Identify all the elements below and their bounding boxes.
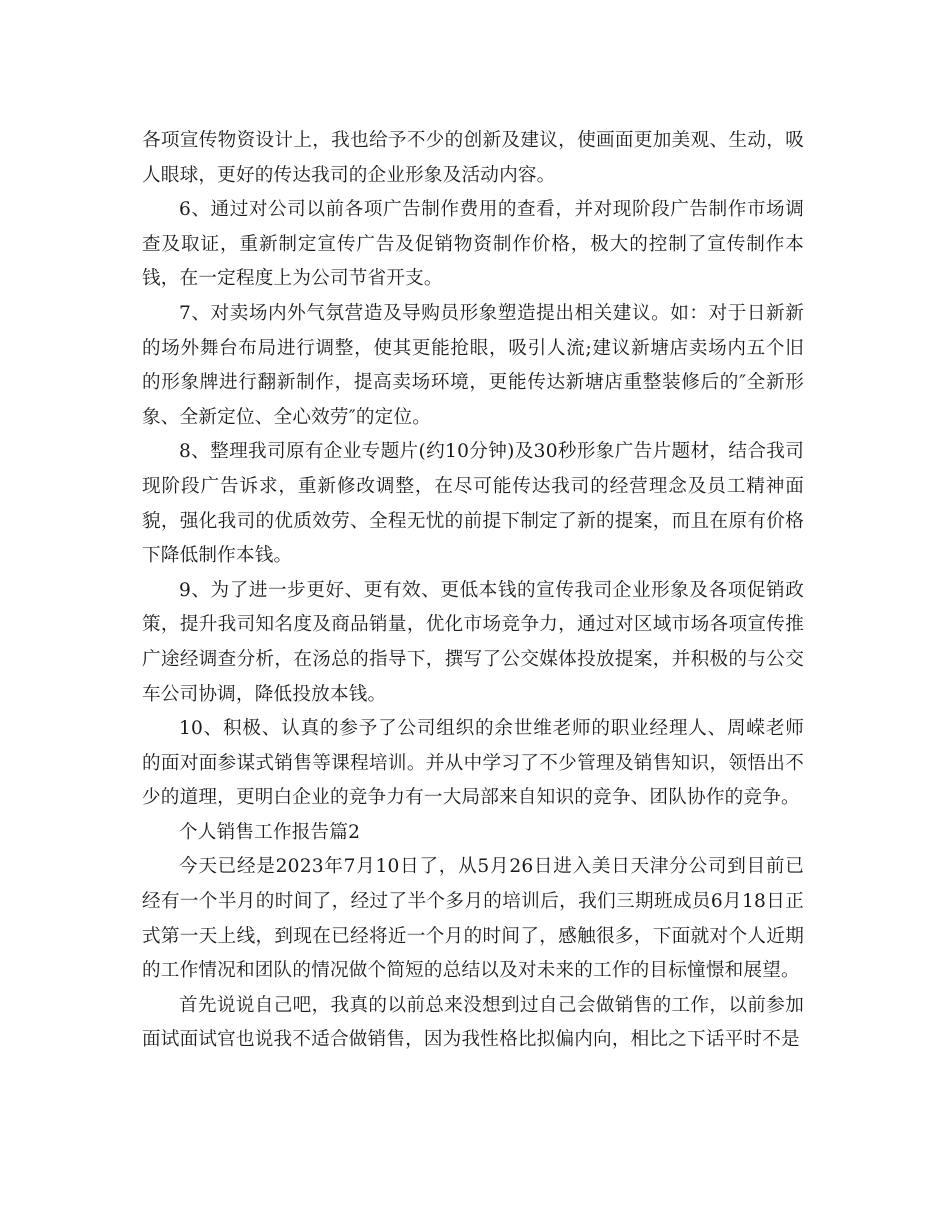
paragraph-item-10: 10、积极、认真的参予了公司组织的余世维老师的职业经理人、周嵘老师的面对面参谋式销售等课程培训。并从中学习了不少管理及销售知识，领悟出不少的道理，更明白企业的竞争力有一大局部来自知识的竞争、团队协作的竞争。 [142,718,804,809]
document-body [142,124,804,1058]
paragraph-continued: 各项宣传物资设计上，我也给予不少的创新及建议，使画面更加美观、生动，吸人眼球，更好的传达我司的企业形象及活动内容。 [142,130,804,186]
paragraph-item-9: 9、为了进一步更好、更有效、更低本钱的宣传我司企业形象及各项促销政策，提升我司知名度及商品销量，优化市场竞争力，通过对区域市场各项宣传推广途经调查分析，在汤总的指导下，撰写了公交媒体投放提案，并积极的与公交车公司协调，降低投放本钱。 [142,579,804,705]
section-heading: 个人销售工作报告篇2 [179,821,361,843]
paragraph-item-8: 8、整理我司原有企业专题片(约10分钟)及30秒形象广告片题材，结合我司现阶段广告诉求，重新修改调整，在尽可能传达我司的经营理念及员工精神面貌，强化我司的优质效劳、全程无忧的前提下制定了新的提案，而且在原有价格下降低制作本钱。 [142,441,804,567]
paragraph-item-7: 7、对卖场内外气氛营造及导购员形象塑造提出相关建议。如：对于日新新的场外舞台布局进行调整，使其更能抢眼，吸引人流;建议新塘店卖场内五个旧的形象牌进行翻新制作，提高卖场环境，更能传达新塘店重整装修后的″全新形象、全新定位、全心效劳″的定位。 [142,302,804,428]
paragraph-item-6: 6、通过对公司以前各项广告制作费用的查看，并对现阶段广告制作市场调查及取证，重新制定宣传广告及促销物资制作价格，极大的控制了宣传制作本钱，在一定程度上为公司节省开支。 [142,199,804,290]
paragraph-intro: 今天已经是2023年7月10日了，从5月26日进入美日天津分公司到目前已经有一个半月的时间了，经过了半个多月的培训后，我们三期班成员6月18日正式第一天上线，到现在已经将近一个月的时间了，感触很多，下面就对个人近期的工作情况和团队的情况做个简短的总结以及对未来的工作的目标憧憬和展望。 [142,856,804,982]
paragraph-self: 首先说说自己吧，我真的以前总来没想到过自己会做销售的工作，以前参加面试面试官也说我不适合做销售，因为我性格比拟偏内向，相比之下话平时不是 [142,994,804,1051]
